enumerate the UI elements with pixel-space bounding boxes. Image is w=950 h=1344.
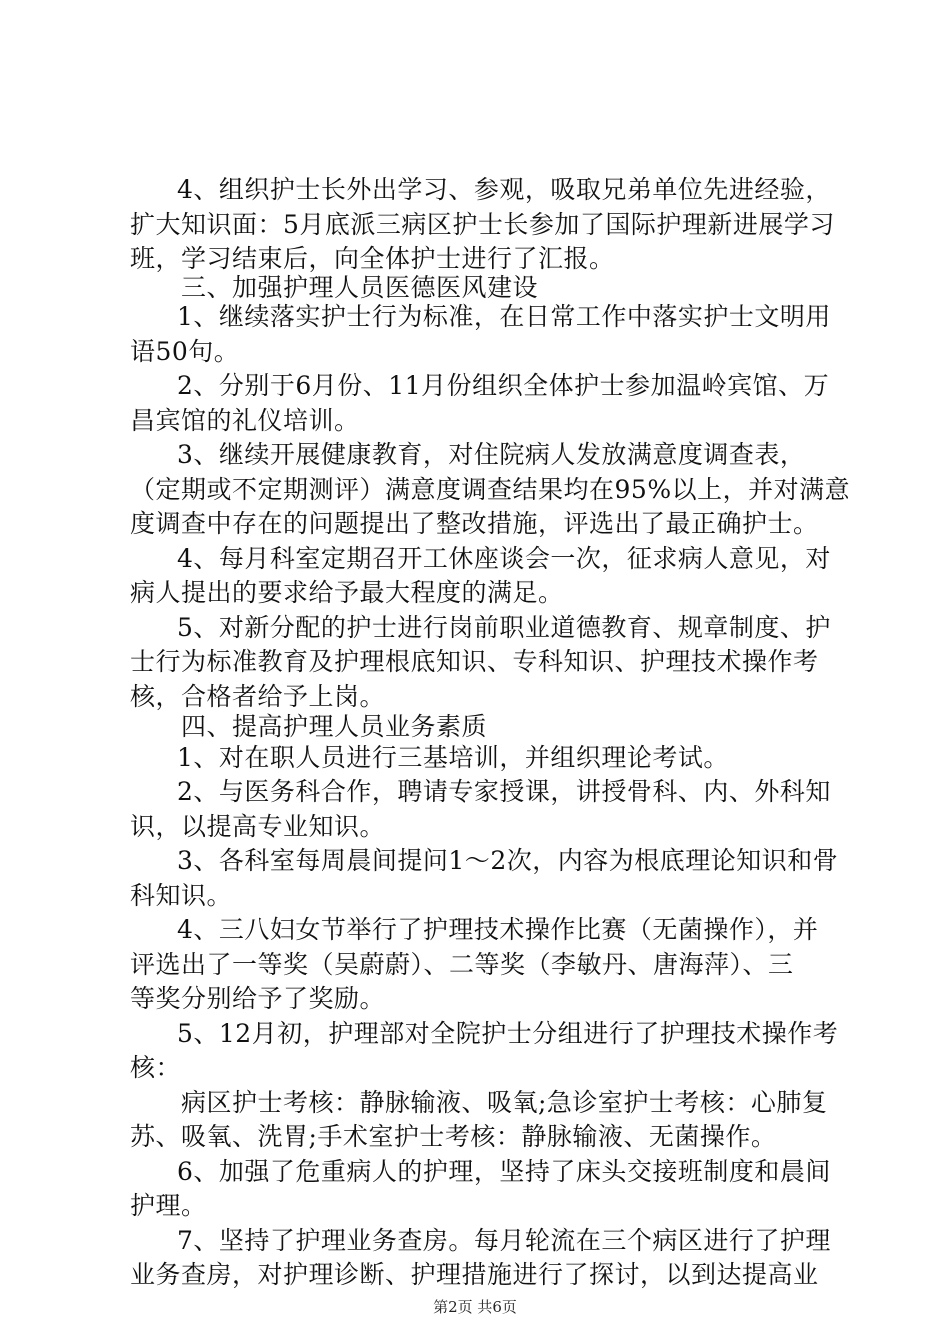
text-line: 3、继续开展健康教育，对住院病人发放满意度调查表， [177, 440, 806, 469]
section-heading: 三、加强护理人员医德医风建设 [181, 273, 539, 302]
text-line: 度调查中存在的问题提出了整改措施，评选出了最正确护士。 [130, 509, 819, 538]
text-line: 核： [130, 1053, 182, 1082]
text-line: 等奖分别给予了奖励。 [130, 984, 386, 1013]
text-line: 4、每月科室定期召开工休座谈会一次，征求病人意见，对 [177, 544, 831, 573]
text-line: 评选出了一等奖（吴蔚蔚）、二等奖（李敏丹、唐海萍）、三 [130, 950, 794, 979]
text-line: 护理。 [130, 1191, 207, 1220]
text-line: 识，以提高专业知识。 [130, 812, 386, 841]
text-line: 1、对在职人员进行三基培训，并组织理论考试。 [177, 743, 729, 772]
text-line: 业务查房，对护理诊断、护理措施进行了探讨，以到达提高业 [130, 1260, 819, 1289]
text-line: 5、12月初，护理部对全院护士分组进行了护理技术操作考 [177, 1019, 839, 1048]
page-number-footer: 第2页 共6页 [433, 1298, 517, 1316]
text-line: 病人提出的要求给予最大程度的满足。 [130, 578, 564, 607]
text-line: 科知识。 [130, 881, 233, 910]
text-line: 昌宾馆的礼仪培训。 [130, 406, 360, 435]
text-line: 士行为标准教育及护理根底知识、专科知识、护理技术操作考 [130, 647, 819, 676]
text-line: 语50句。 [130, 337, 240, 366]
text-line: 4、组织护士长外出学习、参观，吸取兄弟单位先进经验， [177, 175, 831, 204]
text-line: 6、加强了危重病人的护理，坚持了床头交接班制度和晨间 [177, 1157, 831, 1186]
text-line: 扩大知识面：5月底派三病区护士长参加了国际护理新进展学习 [130, 210, 835, 239]
text-line: （定期或不定期测评）满意度调查结果均在95%以上，并对满意 [130, 475, 851, 504]
text-line: 班，学习结束后，向全体护士进行了汇报。 [130, 244, 615, 273]
section-heading: 四、提高护理人员业务素质 [181, 712, 488, 741]
text-line: 苏、吸氧、洗胃;手术室护士考核：静脉输液、无菌操作。 [130, 1122, 777, 1151]
text-line: 2、与医务科合作，聘请专家授课，讲授骨科、内、外科知 [177, 777, 831, 806]
text-line: 5、对新分配的护士进行岗前职业道德教育、规章制度、护 [177, 613, 831, 642]
text-line: 4、三八妇女节举行了护理技术操作比赛（无菌操作），并 [177, 915, 819, 944]
text-line: 1、继续落实护士行为标准，在日常工作中落实护士文明用 [177, 302, 831, 331]
text-line: 2、分别于6月份、11月份组织全体护士参加温岭宾馆、万 [177, 371, 830, 400]
text-line: 病区护士考核：静脉输液、吸氧;急诊室护士考核：心肺复 [181, 1088, 828, 1117]
text-line: 7、坚持了护理业务查房。每月轮流在三个病区进行了护理 [177, 1226, 831, 1255]
text-line: 3、各科室每周晨间提问1～2次，内容为根底理论知识和骨 [177, 846, 839, 875]
text-line: 核，合格者给予上岗。 [130, 682, 386, 711]
